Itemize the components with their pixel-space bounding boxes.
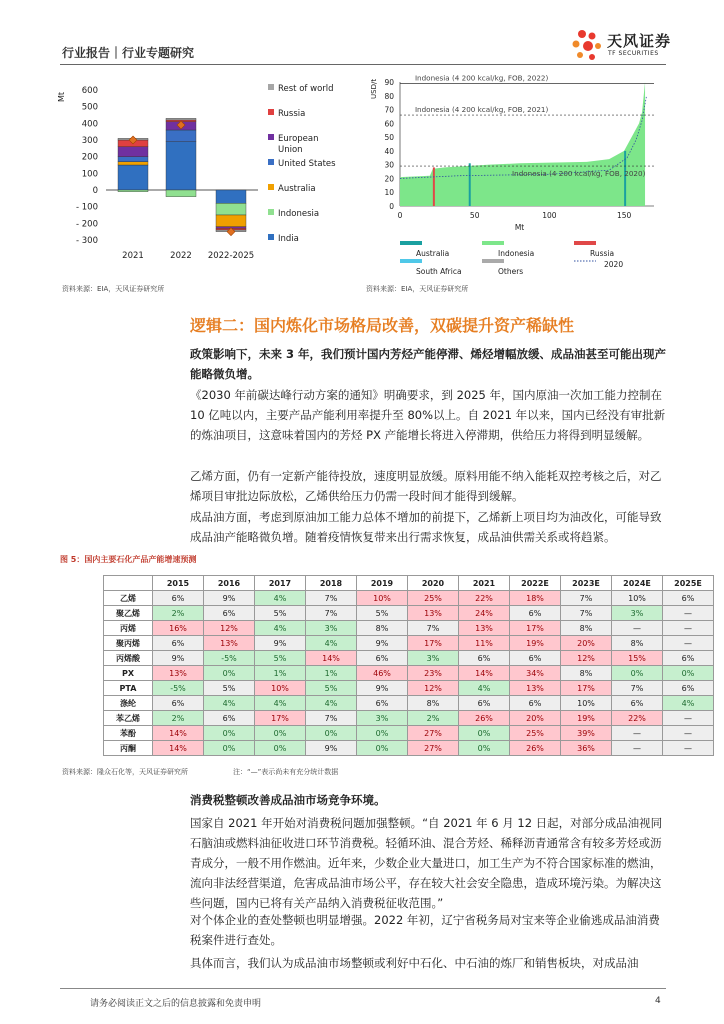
bar-segment [118,157,148,162]
right-y-tick: 80 [384,91,394,101]
table-cell: — [663,636,714,651]
left-x-tick: 2022 [170,251,192,261]
table-cell: 9% [204,591,255,606]
legend-label: Indonesia [498,249,535,258]
table-year-header: 2025E [663,576,714,591]
table-cell: 19% [510,636,561,651]
left-y-axis-label: Mt [57,91,66,102]
table-cell: 13% [204,636,255,651]
table-cell: 25% [408,591,459,606]
table-row-header: 聚丙烯 [104,636,153,651]
table-cell: 20% [510,711,561,726]
table-year-header: 2018 [306,576,357,591]
legend-swatch [268,109,274,115]
right-x-axis-label: Mt [514,223,525,232]
report-type: 行业报告｜行业专题研究 [62,46,195,60]
table-row-header: 丙酮 [104,741,153,756]
table-cell: 13% [408,606,459,621]
table-cell: 0% [306,726,357,741]
section-title: 逻辑二：国内炼化市场格局改善，双碳提升资产稀缺性 [190,316,575,335]
table-cell: 18% [510,591,561,606]
legend-label: United States [278,159,336,169]
right-x-tick: 0 [397,211,403,220]
table-cell: 13% [459,621,510,636]
table-cell: — [663,726,714,741]
table-cell: 13% [153,666,204,681]
right-y-tick: 50 [384,133,394,143]
table-cell: 6% [357,651,408,666]
table-row [104,726,714,741]
table-cell: 14% [153,726,204,741]
table-cell: 0% [204,741,255,756]
table-cell: 5% [204,681,255,696]
left-chart-source: 资料来源：EIA，天风证券研究所 [62,285,165,293]
table-cell: 17% [510,621,561,636]
bar-segment [166,118,196,120]
table-cell: 27% [408,726,459,741]
table-cell: 14% [306,651,357,666]
table-cell: 10% [612,591,663,606]
table-cell: 17% [255,711,306,726]
left-bar-chart [58,78,348,264]
table-row [104,741,714,756]
table-row-header: 乙烯 [104,591,153,606]
right-chart-source: 资料来源：EIA，天风证券研究所 [366,285,469,293]
table-cell: 7% [306,591,357,606]
table-cell: 10% [561,696,612,711]
table-cell: 13% [510,681,561,696]
legend-label: Others [498,267,524,276]
paragraph-6: 国家自 2021 年开始对消费税问题加强整顿。“自 2021 年 6 月 12 日起，对部分成品油视同石脑油或燃料油征收进口环节消费税。轻循环油、混合芳烃、稀释沥青通常含有较多芳烃或沥青成分，一般不用作燃油。近年来，少数企业大量进口，加工生产为不符合国家标准的燃油，流向非法经营渠道，危害成品油市场公平，存在较大社会安全隐患，造成环境污染。为解决这些问题，国内已将有关产品纳入消费税征收范围。” [190,816,663,910]
table-cell: — [663,741,714,756]
table-row-header: 苯乙烯 [104,711,153,726]
left-x-tick: 2022-2025 [207,251,255,261]
table-cell: 8% [612,636,663,651]
legend-label: South Africa [416,267,462,276]
bar-segment [118,165,148,190]
table-row [104,681,714,696]
table-year-header: 2021 [459,576,510,591]
table-cell: — [663,606,714,621]
supply-curve-area [400,82,645,206]
table-cell: 6% [663,591,714,606]
table-year-header: 2016 [204,576,255,591]
table-caption: 图 5：国内主要石化产品产能增速预测 [60,555,197,564]
table-cell: 7% [561,591,612,606]
left-y-tick: 300 [81,136,98,146]
table-cell: 8% [561,621,612,636]
table-cell: 1% [306,666,357,681]
table-cell: 7% [561,606,612,621]
table-row-header: 丙烯 [104,621,153,636]
table-cell: 27% [408,741,459,756]
table-cell: 15% [612,651,663,666]
table-cell: 0% [357,726,408,741]
table-cell: 0% [255,741,306,756]
table-cell: 0% [357,741,408,756]
table-row [104,711,714,726]
legend-swatch [268,209,274,215]
table-cell: 6% [612,696,663,711]
table-source: 资料来源：隆众石化等，天风证券研究所 [62,768,188,776]
table-cell: 25% [510,726,561,741]
table-cell: 0% [459,741,510,756]
legend-swatch [482,259,504,263]
right-x-tick: 50 [469,211,480,220]
table-cell: 10% [255,681,306,696]
left-y-tick: 0 [92,186,98,196]
bar-segment [166,130,196,142]
left-y-tick: 500 [81,102,98,113]
table-cell: -5% [153,681,204,696]
bar-segment [216,215,246,227]
left-y-tick: 100 [81,169,98,180]
paragraph-5: 消费税整顿改善成品油市场竞争环境。 [190,793,386,807]
table-cell: 6% [357,696,408,711]
table-cell: 39% [561,726,612,741]
legend-label: European [278,134,319,144]
table-cell: 20% [561,636,612,651]
australia-bar [469,163,471,206]
table-cell: 0% [459,726,510,741]
right-y-tick: 40 [384,146,394,156]
table-cell: 5% [255,651,306,666]
table-cell: 6% [153,591,204,606]
right-y-tick: 0 [389,202,394,211]
legend-swatch [482,241,504,245]
table-cell: 4% [255,591,306,606]
table-cell: 2% [153,711,204,726]
table-cell: 19% [561,711,612,726]
table-cell: 26% [459,711,510,726]
table-row [104,591,714,606]
capacity-growth-table [103,575,714,756]
legend-swatch [400,259,422,263]
table-cell: — [663,711,714,726]
table-cell: 3% [306,621,357,636]
table-cell: 5% [255,606,306,621]
left-y-tick: 400 [81,119,98,130]
left-y-tick: - 100 [76,202,98,213]
reference-line-label: Indonesia (4 200 kcal/kg, FOB, 2020) [512,169,646,179]
table-cell: 6% [459,696,510,711]
right-y-axis-label: USD/t [370,78,378,99]
table-row-header: 涤纶 [104,696,153,711]
table-cell: — [612,741,663,756]
table-cell: 4% [459,681,510,696]
table-row [104,621,714,636]
table-cell: 22% [612,711,663,726]
table-cell: 7% [408,621,459,636]
table-year-header: 2020 [408,576,459,591]
table-cell: 11% [459,636,510,651]
table-year-header: 2015 [153,576,204,591]
table-cell: 7% [306,711,357,726]
table-row-header: 苯酚 [104,726,153,741]
table-cell: 0% [612,666,663,681]
table-cell: 7% [306,606,357,621]
right-y-tick: 20 [384,174,394,184]
table-cell: 4% [663,696,714,711]
table-row-header: PX [104,666,153,681]
table-cell: 6% [510,606,561,621]
table-row [104,636,714,651]
table-cell: 0% [204,666,255,681]
brand-logo-icon [568,26,606,64]
table-cell: 17% [408,636,459,651]
legend-swatch [574,241,596,245]
table-cell: 12% [561,651,612,666]
table-year-header: 2023E [561,576,612,591]
legend-label: Russia [590,249,615,258]
legend-swatch [268,184,274,190]
legend-swatch [268,84,274,90]
legend-swatch [268,159,274,165]
left-y-tick: - 200 [76,219,98,230]
paragraph-2: 《2030 年前碳达峰行动方案的通知》明确要求，到 2025 年，国内原油一次加工能力控制在 10 亿吨以内，主要产品产能利用率提升至 80%以上。自 2021 年以来，国内已经没有审批新的炼油项目，这意味着国内的芳烃 PX 产能增长将进入停滞期，供给压力将得到明显缓解。 [190,388,666,442]
table-cell: 12% [204,621,255,636]
table-cell: 4% [255,621,306,636]
table-row [104,651,714,666]
table-cell: 6% [153,696,204,711]
left-y-tick: 200 [81,152,98,163]
table-cell: 8% [561,666,612,681]
right-cost-curve-chart [364,74,664,274]
table-cell: 5% [357,606,408,621]
footer-disclaimer: 请务必阅读正文之后的信息披露和免责申明 [90,999,262,1009]
table-cell: 7% [612,681,663,696]
table-cell: 26% [510,741,561,756]
footer-divider [60,988,666,989]
table-year-header: 2019 [357,576,408,591]
table-cell: 3% [408,651,459,666]
table-cell: 6% [663,681,714,696]
table-cell: 24% [459,606,510,621]
table-row-header: PTA [104,681,153,696]
table-cell: 14% [153,741,204,756]
table-cell: 0% [663,666,714,681]
table-cell: 0% [204,726,255,741]
header-divider [60,64,666,65]
bar-segment [118,147,148,157]
table-note: 注：“—”表示尚未有充分统计数据 [233,768,339,776]
paragraph-1: 政策影响下，未来 3 年，我们预计国内芳烃产能停滞、烯烃增幅放缓、成品油甚至可能出现产能略微负增。 [190,347,667,381]
right-y-tick: 70 [384,105,394,115]
table-cell: 4% [255,696,306,711]
brand-name-cn: 天风证券 [607,32,672,50]
left-x-tick: 2021 [122,251,144,261]
table-row [104,666,714,681]
bar-segment [216,190,246,203]
page-number: 4 [655,996,661,1006]
table-year-header: 2017 [255,576,306,591]
right-y-tick: 90 [384,78,394,87]
table-cell: 6% [204,711,255,726]
table-cell: 10% [357,591,408,606]
table-cell: 9% [357,681,408,696]
legend-label: Indonesia [278,209,320,219]
reference-line-label: Indonesia (4 200 kcal/kg, FOB, 2021) [414,105,549,115]
table-cell: 12% [408,681,459,696]
table-row-header: 丙烯酸 [104,651,153,666]
table-cell: 17% [561,681,612,696]
bar-segment [118,162,148,165]
table-cell: 22% [459,591,510,606]
table-cell: 6% [204,606,255,621]
table-corner [104,576,153,591]
table-cell: 0% [255,726,306,741]
legend-swatch [268,234,274,240]
table-row-header: 聚乙烯 [104,606,153,621]
paragraph-3: 乙烯方面，仍有一定新产能待投放，速度明显放缓。原料用能不纳入能耗双控考核之后，对乙烯项目审批边际放松，乙烯供给压力仍需一段时间才能得到缓解。 [190,469,662,503]
russia-bar [433,167,435,206]
legend-swatch [400,241,422,245]
table-cell: 6% [510,696,561,711]
table-cell: 3% [612,606,663,621]
left-y-tick: 600 [81,86,98,96]
table-cell: -5% [204,651,255,666]
legend-label: Rest of world [278,84,334,94]
right-y-tick: 60 [384,119,394,129]
table-cell: 14% [459,666,510,681]
paragraph-8: 具体而言，我们认为成品油市场整顿或利好中石化、中石油的炼厂和销售板块，对成品油 [190,956,639,970]
table-cell: 6% [510,651,561,666]
table-cell: 8% [357,621,408,636]
table-row [104,696,714,711]
brand-name-en: TF SECURITIES [608,50,659,57]
bar-segment [118,190,148,192]
table-cell: 9% [357,636,408,651]
legend-label: Australia [416,249,450,258]
table-cell: 8% [408,696,459,711]
table-cell: 23% [408,666,459,681]
table-cell: 46% [357,666,408,681]
legend-label: 2020 [604,260,624,269]
right-x-tick: 150 [616,211,632,220]
paragraph-7: 对个体企业的查处整顿也明显增强。2022 年初，辽宁省税务局对宝来等企业偷逃成品油消费税案件进行查处。 [190,913,660,947]
table-cell: 34% [510,666,561,681]
table-cell: 6% [663,651,714,666]
table-cell: 5% [306,681,357,696]
right-x-tick: 100 [542,211,557,220]
left-y-tick: - 300 [76,236,98,246]
legend-label-cont: Union [278,145,303,155]
table-cell: 2% [153,606,204,621]
legend-label: India [278,234,299,244]
table-cell: 6% [153,636,204,651]
table-row [104,606,714,621]
right-y-tick: 30 [384,160,394,170]
legend-swatch [268,134,274,140]
paragraph-4: 成品油方面，考虑到原油加工能力总体不增加的前提下，乙烯新上项目均为油改化，可能导致成品油产能略微负增。随着疫情恢复带来出行需求恢复，成品油供需关系或将趋紧。 [190,510,662,544]
table-cell: 4% [204,696,255,711]
table-cell: 4% [306,636,357,651]
table-year-header: 2024E [612,576,663,591]
table-cell: 3% [357,711,408,726]
table-cell: — [663,621,714,636]
table-cell: 1% [255,666,306,681]
bar-segment [166,142,196,190]
table-cell: — [612,621,663,636]
table-cell: 4% [306,696,357,711]
reference-line-label: Indonesia (4 200 kcal/kg, FOB, 2022) [414,73,549,83]
table-cell: — [612,726,663,741]
table-cell: 16% [153,621,204,636]
table-cell: 6% [459,651,510,666]
table-cell: 36% [561,741,612,756]
table-cell: 9% [153,651,204,666]
bar-segment [216,203,246,215]
table-cell: 9% [255,636,306,651]
legend-label: Russia [278,109,306,119]
legend-label: Australia [278,184,316,194]
table-year-header: 2022E [510,576,561,591]
table-cell: 2% [408,711,459,726]
bar-segment [166,190,196,197]
right-y-tick: 10 [384,188,394,198]
table-cell: 9% [306,741,357,756]
